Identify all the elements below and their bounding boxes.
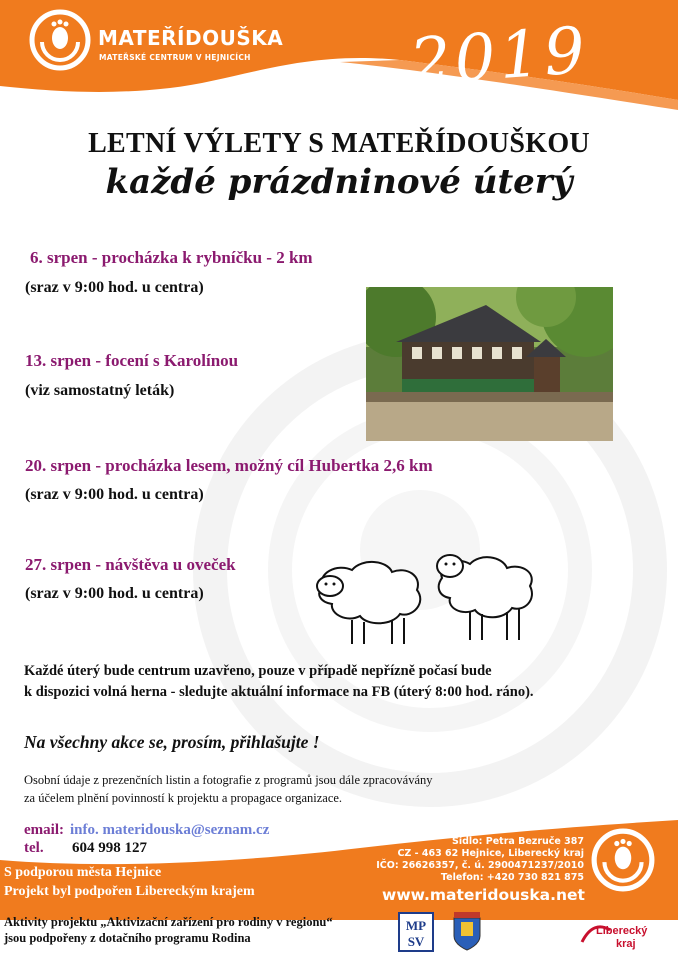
event-4-note: (sraz v 9:00 hod. u centra): [25, 585, 204, 602]
gdpr-line-1: Osobní údaje z prezenčních listin a fotografie z programů jsou dále zpracovávány: [24, 773, 433, 787]
website-link[interactable]: www.materidouska.net: [382, 886, 585, 904]
liberecky-kraj-logo: [580, 918, 660, 952]
support-city: S podporou města Hejnice: [4, 865, 162, 880]
project-line-1: Aktivity projektu „Aktivizační zařízení pro rodiny v regionu“: [4, 915, 333, 929]
event-2-title: 13. srpen - focení s Karolínou: [25, 351, 239, 370]
event-3-note: (sraz v 9:00 hod. u centra): [25, 486, 204, 503]
support-region: Projekt byl podpořen Libereckým krajem: [4, 884, 255, 899]
event-4-title: 27. srpen - návštěva u oveček: [25, 555, 236, 574]
email-link[interactable]: info. materidouska@seznam.cz: [70, 822, 270, 838]
phone-number: 604 998 127: [72, 840, 147, 856]
sheep-illustration: [312, 548, 542, 654]
page-subtitle: každé prázdninové úterý: [105, 162, 573, 202]
tel-label: tel.: [24, 840, 44, 856]
address-line-1: Sídlo: Petra Bezruče 387: [451, 836, 584, 847]
gdpr-line-2: za účelem plnění povinností k projektu a propagace organizace.: [24, 791, 343, 805]
logo-name: MATEŘÍDOUŠKA: [98, 26, 284, 50]
event-3-title: 20. srpen - procházka lesem, možný cíl Hubertka 2,6 km: [25, 456, 433, 475]
page-title: LETNÍ VÝLETY S MATEŘÍDOUŠKOU: [88, 128, 590, 159]
mpsv-logo: [398, 912, 434, 952]
event-2-note: (viz samostatný leták): [25, 382, 175, 399]
email-label: email:: [24, 822, 64, 838]
registration-appeal: Na všechny akce se, prosím, přihlašujte !: [24, 732, 320, 752]
logo-subtitle: MATEŘSKÉ CENTRUM V HEJNICÍCH: [99, 53, 251, 62]
mpsv-top-text: MP: [405, 918, 427, 933]
chalet-photo: [366, 287, 613, 441]
footer-logo-icon: [590, 827, 656, 893]
event-1-title: 6. srpen - procházka k rybníčku - 2 km: [30, 248, 313, 267]
project-line-2: jsou podpořeny z dotačního programu Rodina: [4, 931, 251, 945]
mpsv-bottom-text: SV: [407, 934, 425, 949]
hejnice-crest-icon: [452, 912, 482, 952]
address-line-2: CZ - 463 62 Hejnice, Liberecký kraj: [397, 848, 584, 859]
materidouska-logo-icon: [28, 8, 92, 72]
notice-line-1: Každé úterý bude centrum uzavřeno, pouze v případě nepřízně počasí bude: [24, 663, 492, 679]
year-heading: 2019: [407, 13, 592, 101]
notice-line-2: k dispozici volná herna - sledujte aktuální informace na FB (úterý 8:00 hod. ráno).: [24, 684, 534, 700]
kraj-text-2: kraj: [616, 938, 636, 950]
address-line-3: IČO: 26626357, č. ú. 2900471237/2010: [376, 860, 584, 871]
event-1-note: (sraz v 9:00 hod. u centra): [25, 279, 204, 296]
kraj-text-1: Liberecký: [596, 925, 648, 937]
address-line-4: Telefon: +420 730 821 875: [440, 872, 584, 883]
